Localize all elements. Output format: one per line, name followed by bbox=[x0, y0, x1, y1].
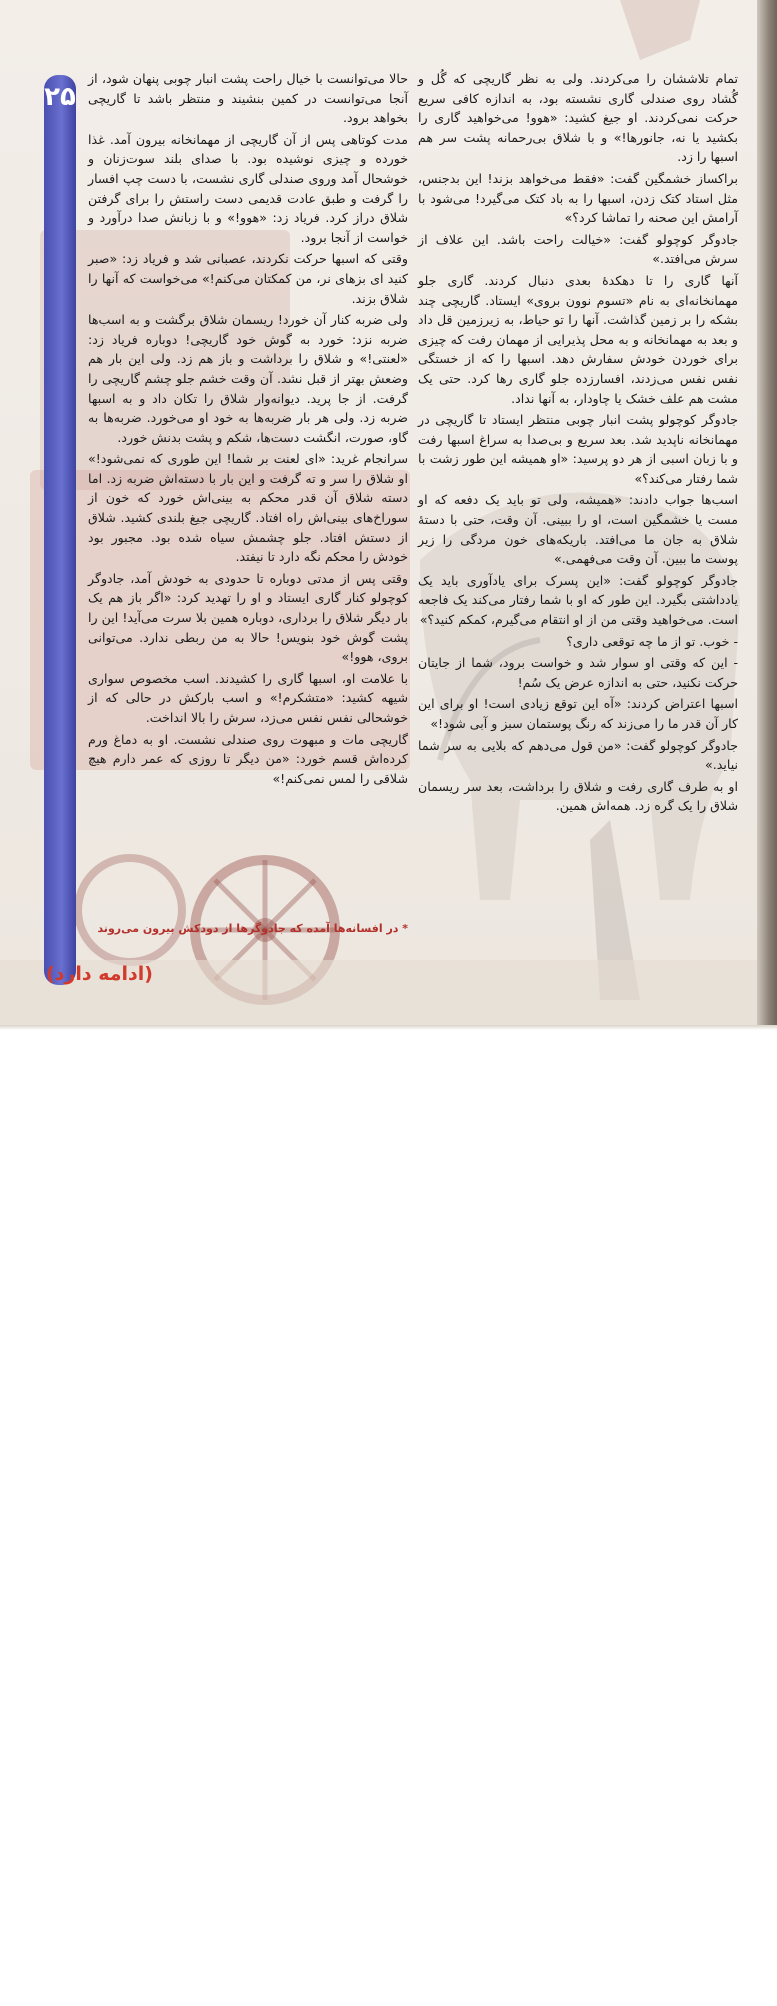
page-bottom-edge bbox=[0, 1025, 777, 1030]
right-text-column bbox=[418, 69, 738, 818]
paragraph: - خوب. تو از ما چه توقعی داری؟ bbox=[566, 633, 738, 649]
paragraph: او به طرف گاری رفت و شلاق را برداشت، بعد سر ریسمان شلاق را یک گره زد. همه‌اش همین. bbox=[418, 778, 738, 814]
paragraph: حالا می‌توانست با خیال راحت پشت انبار چوبی پنهان شود، از آنجا می‌توانست در کمین بنشیند و منتظر باشد تا گاریچی بخواهد برود. bbox=[88, 71, 408, 126]
paragraph: مدت کوتاهی پس از آن گاریچی از مهمانخانه بیرون آمد. غذا خورده و چیزی نوشیده بود. با صدای بلند سوت‌زنان و خوشحال آمد وروی صندلی گاری نشست، با دست چپ افسار را گرفت و طبق عادت قدیمی دست راستش را برای گرفتن شلاق دراز کرد. فریاد زد: «هوو!» و با زبانش صدا درآورد و خواست از آنجا برود. bbox=[88, 131, 408, 245]
paragraph: براکساز خشمگین گفت: «فقط می‌خواهد بزند! این بدجنس، مثل استاد کتک زدن، اسبها را به باد کتک می‌گیرد! می‌شود با آرامش این صحنه را تماشا کرد؟» bbox=[418, 170, 738, 226]
paragraph: اسبها اعتراض کردند: «آه این توقع زیادی است! او برای این کار آن قدر ما را می‌زند که رنگ پوستمان سبز و آبی شود!» bbox=[418, 696, 738, 731]
paragraph: وقتی که اسبها حرکت نکردند، عصبانی شد و فرياد زد: «صبر کنید ای بزهای نر، من کمکتان می‌کنم!» می‌خواست که آنها را شلاق بزند. bbox=[88, 251, 408, 306]
paragraph: جادوگر کوچولو گفت: «من قول می‌دهم که بلایی به سر شما نیاید.» bbox=[418, 737, 738, 773]
book-binding-edge bbox=[757, 0, 777, 1030]
paragraph: وقتی پس از مدتی دوباره تا حدودی به خودش آمد، جادوگر کوچولو کنار گاری ایستاد و او را تهدید کرد: «اگر باز هم یک بار دیگر شلاق را برداری، دوباره همین بلا سرت می‌آید! این را پشت گوش خود بنویس! حالا به من ربطی ندارد. می‌توانی بروی، هوو!» bbox=[88, 570, 408, 665]
paragraph: ولی ضربه کنار آن خورد! ریسمان شلاق برگشت و به اسب‌ها ضربه نزد: خورد به گوش خود گاریچی! دوباره فریاد زد: «لعنتی!» و شلاق را برداشت و باز هم زد. ولی این بار هم وضعش بهتر از قبل نشد. آن وقت خشم جلو چشم گاریچی را گرفت. از جا پرید. دیوانه‌وار شلاق را تکان داد و به اسبها ضربه زد. ولی هر بار ضربه‌ها به خود او می‌خورد. ضربه‌ها به گاو، صورت، انگشت دست‌ها، شکم و پشت بدنش خورد. bbox=[88, 312, 408, 445]
footnote: * در افسانه‌ها آمده که جادوگرها از دودکش بیرون می‌روند bbox=[97, 922, 408, 935]
left-text-column bbox=[88, 69, 408, 790]
paragraph: اسب‌ها جواب دادند: «همیشه، ولی تو باید یک دفعه که او مست یا خشمگین است، او را ببینی. آن وقت، حتی با دستهٔ شلاق به جان ما می‌افتد. باریکه‌های خون مردگی را زیر پوست ما ببین. آن وقت می‌فهمی.» bbox=[418, 492, 738, 567]
paragraph: گاریچی مات و مبهوت روی صندلی نشست. او به دماغ ورم کرده‌اش قسم خورد: «من دیگر تا روزی که عمر دارم هیچ شلاقی را لمس نمی‌کنم!» bbox=[88, 731, 408, 786]
paragraph: جادوگر کوچولو پشت انبار چوبی منتظر ایستاد تا گاریچی در مهمانخانه ناپدید شد. بعد سریع و بی‌صدا به سراغ اسبها رفت و با زبان اسبی از هر دو پرسید: «او همیشه این طور زشت با شما رفتار می‌کند؟» bbox=[418, 412, 738, 486]
paragraph: با علامت او، اسبها گاری را کشیدند. اسب مخصوص سواری شیهه کشید: «متشکرم!» و اسب بارکش در حالی که از خوشحالی نفس نفس می‌زد، سرش را بالا انداخت. bbox=[88, 670, 408, 725]
paragraph: - این که وقتی او سوار شد و خواست برود، شما از جایتان حرکت نکنید، حتی به اندازه عرض یک سُم! bbox=[418, 655, 738, 690]
paragraph: جادوگر کوچولو گفت: «این پسرک برای یادآوری باید یک یادداشتی بگیرد. این طور که او با شما رفتار می‌کند یک فاجعه است. می‌خواهید وقتی من از او انتقام می‌گیرم، کمکم کنید؟» bbox=[418, 572, 738, 628]
paragraph: تمام تلاششان را می‌کردند. ولی به نظر گاریچی که گُل و گُشاد روی صندلی گاری نشسته بود، به اندازه کافی سریع حرکت نمی‌کردند. او جیغ کشید: «هوو! می‌خواهید گاری را بکشید یا نه، جانورها!» و با شلاق بی‌رحمانه پشت سر هم اسبها را زد. bbox=[418, 71, 738, 165]
to-be-continued-label: (ادامه دارد) bbox=[46, 963, 153, 985]
page-side-bar bbox=[44, 75, 76, 985]
paragraph: سرانجام غرید: «ای لعنت بر شما! این طوری که نمی‌شود!» او شلاق را سر و ته گرفت و این بار با دسته‌اش ضربه زد. اما دسته شلاق آن قدر محکم به بینی‌اش خورد که خون از سوراخ‌های بینی‌اش راه افتاد. گاریچی جیغ بلندی کشید. شلاق از دستش افتاد. جلو چشمش سیاه شده بود. مجبور بود خودش را محکم نگه دارد تا نیفتد. bbox=[88, 451, 408, 565]
page-number: ۲۵ bbox=[44, 82, 76, 112]
paragraph: جادوگر کوچولو گفت: «خیالت راحت باشد. این علاف از سرش می‌افتد.» bbox=[418, 231, 738, 267]
paragraph: آنها گاری را تا دهکدهٔ بعدی دنبال کردند. گاری جلو مهمانخانه‌ای به نام «تسوم نوون بروی» ایستاد. گاریچی چند بشکه را بر زمین گذاشت. آنها را تو حیاط، به زیرزمین قل داد و بعد به مهمانخانه و به محل پذیرایی از مهمان رفت که چیزی برای خوردن خودش سفارش دهد. اسبها را که از خستگی نفس نفس می‌زدند، افسارزده جلو گاری رها کرد. حتی یک مشت هم علف خشک یا چاودار، به آنها نداد. bbox=[418, 272, 738, 406]
